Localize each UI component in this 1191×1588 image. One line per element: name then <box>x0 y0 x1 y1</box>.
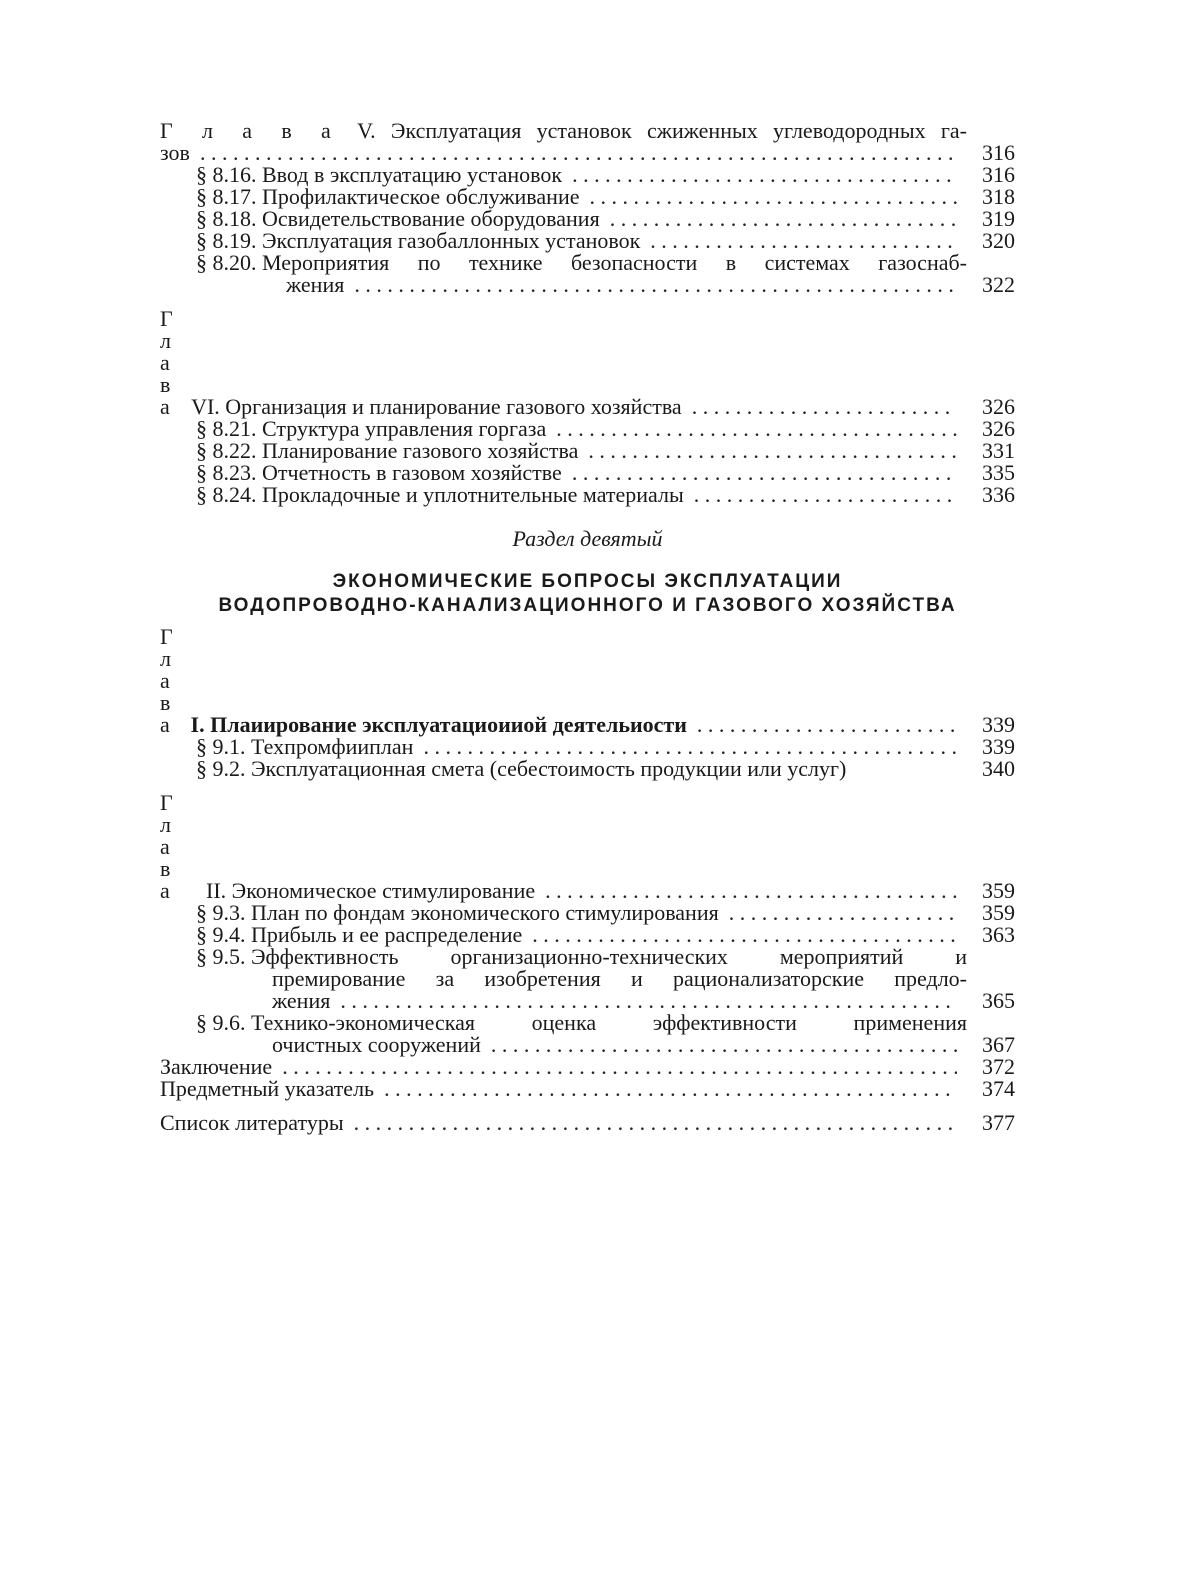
leader-dots <box>340 990 957 1012</box>
page-number: 339 <box>982 734 1015 759</box>
toc-entry <box>160 946 1015 968</box>
page-number: 326 <box>982 394 1015 419</box>
leader-dots <box>694 484 957 506</box>
toc-entry <box>160 1078 1015 1100</box>
entry-title: Освидетельствование оборудования <box>262 206 600 231</box>
section-number: § 9.6. <box>196 1010 246 1035</box>
toc-entry <box>160 1012 1015 1034</box>
chapter-title: VI. Организация и планирование газового хозяйства <box>191 394 682 419</box>
toc-entry <box>160 1056 1015 1078</box>
entry-title: Структура управления горгаза <box>262 416 547 441</box>
section-number: § 8.24. <box>196 482 257 507</box>
toc-entry-continued <box>160 1034 1015 1056</box>
page-number: 363 <box>982 922 1015 947</box>
section-number: § 8.22. <box>196 438 257 463</box>
toc-entry <box>160 1112 1015 1134</box>
page-number: 377 <box>982 1110 1015 1135</box>
leader-dots <box>556 418 957 440</box>
chapter-title: I. Плаиирование эксплуатациоииой деятельиости <box>190 712 687 737</box>
page-number: 359 <box>982 900 1015 925</box>
toc-entry <box>160 924 1015 946</box>
entry-title-continued: жения <box>286 272 345 297</box>
section-number: § 9.4. <box>196 922 246 947</box>
page-number: 374 <box>982 1076 1015 1101</box>
chapter-heading <box>160 308 1015 418</box>
section-number: § 9.2. <box>196 756 246 781</box>
entry-title: Эксплуатационная смета (себестоимость продукции или услуг) <box>251 756 847 781</box>
chapter-heading-continued <box>160 142 1015 164</box>
page-number: 319 <box>982 206 1015 231</box>
entry-title: Заключение <box>160 1054 273 1079</box>
page-number: 340 <box>982 756 1015 781</box>
leader-dots <box>572 462 957 484</box>
section-number: § 8.19. <box>196 228 257 253</box>
entry-title: Список литературы <box>160 1110 344 1135</box>
leader-dots <box>590 186 958 208</box>
section-label: Раздел девятый <box>512 526 663 551</box>
section-number: § 9.3. <box>196 900 246 925</box>
toc-entry <box>160 186 1015 208</box>
entry-title: Профилактическое обслуживание <box>262 184 580 209</box>
entry-title: План по фондам экономического стимулирования <box>251 900 719 925</box>
entry-title-continued: жения <box>272 988 331 1013</box>
page-number: 367 <box>982 1032 1015 1057</box>
entry-title-continued: очистных сооружений <box>272 1032 481 1057</box>
leader-dots <box>282 1056 957 1078</box>
toc-entry <box>160 208 1015 230</box>
chapter-word: Г л а в а <box>160 790 180 903</box>
leader-dots <box>650 230 957 252</box>
toc-entry <box>160 164 1015 186</box>
section-heading-line-1: ЭКОНОМИЧЕСКИЕ БОПРОСЫ ЭКСПЛУАТАЦИИ <box>332 571 843 592</box>
leader-dots <box>532 924 957 946</box>
leader-dots <box>354 274 957 296</box>
page-number: 320 <box>982 228 1015 253</box>
section-number: § 8.21. <box>196 416 257 441</box>
section-number: § 9.1. <box>196 734 246 759</box>
entry-title: Техпромфииплан <box>251 734 414 759</box>
entry-title: Отчетность в газовом хозяйстве <box>262 460 562 485</box>
page-number: 326 <box>982 416 1015 441</box>
table-of-contents <box>160 120 1015 1134</box>
page-number: 318 <box>982 184 1015 209</box>
entry-title: Прокладочные и уплотнительные материалы <box>262 482 684 507</box>
page-number: 316 <box>982 162 1015 187</box>
entry-title: Эффективность организационно-технических мероприятий и <box>251 944 967 969</box>
chapter-title: V. Эксплуатация установок сжиженных углеводородных га- <box>357 118 968 143</box>
page-number: 316 <box>982 140 1015 165</box>
chapter-heading <box>160 626 1015 736</box>
section-heading-line-2: ВОДОПРОВОДНО-КАНАЛИЗАЦИОННОГО И ГАЗОВОГО ХОЗЯЙСТВА <box>218 595 957 616</box>
leader-dots <box>545 880 957 902</box>
page-number: 339 <box>982 712 1015 737</box>
leader-dots <box>384 1078 957 1100</box>
toc-entry-continued <box>160 968 1015 990</box>
toc-entry <box>160 440 1015 462</box>
section-number: § 8.17. <box>196 184 257 209</box>
toc-entry <box>160 252 1015 274</box>
leader-dots <box>729 902 957 924</box>
page-number: 359 <box>982 878 1015 903</box>
leader-dots <box>354 1112 957 1134</box>
chapter-title: II. Экономическое стимулирование <box>206 878 536 903</box>
leader-dots <box>697 714 957 736</box>
entry-title: Технико-экономическая оценка эффективности применения <box>251 1010 967 1035</box>
toc-entry <box>160 230 1015 252</box>
toc-entry <box>160 736 1015 758</box>
chapter-word: Г л а в а <box>160 118 338 143</box>
chapter-heading <box>160 120 1015 142</box>
entry-title: Эксплуатация газобаллонных установок <box>262 228 641 253</box>
toc-entry <box>160 484 1015 506</box>
chapter-heading <box>160 792 1015 902</box>
entry-title: Прибыль и ее распределение <box>251 922 523 947</box>
leader-dots <box>692 396 957 418</box>
toc-entry-continued <box>160 990 1015 1012</box>
section-number: § 8.16. <box>196 162 257 187</box>
page-number: 336 <box>982 482 1015 507</box>
section-number: § 9.5. <box>196 944 246 969</box>
leader-dots <box>572 164 957 186</box>
toc-entry <box>160 902 1015 924</box>
toc-entry <box>160 462 1015 484</box>
toc-entry <box>160 758 1015 780</box>
toc-entry-continued <box>160 274 1015 296</box>
section-number: § 8.18. <box>196 206 257 231</box>
chapter-word: Г л а в а <box>160 624 180 737</box>
page-number: 322 <box>982 272 1015 297</box>
entry-title-continued: премирование за изобретения и рационализаторские предло- <box>272 966 967 991</box>
leader-dots <box>610 208 957 230</box>
leader-dots <box>588 440 957 462</box>
leader-dots <box>491 1034 957 1056</box>
leader-dots <box>200 142 957 164</box>
entry-title: Планирование газового хозяйства <box>262 438 579 463</box>
toc-entry <box>160 418 1015 440</box>
chapter-title-continued: зов <box>160 140 190 165</box>
page-number: 335 <box>982 460 1015 485</box>
page-number: 372 <box>982 1054 1015 1079</box>
leader-dots <box>423 736 957 758</box>
entry-title: Мероприятия по технике безопасности в системах газоснаб- <box>262 250 967 275</box>
entry-title: Предметный указатель <box>160 1076 375 1101</box>
page-number: 331 <box>982 438 1015 463</box>
chapter-word: Г л а в а <box>160 306 180 419</box>
page-number: 365 <box>982 988 1015 1013</box>
entry-title: Ввод в эксплуатацию установок <box>262 162 563 187</box>
section-number: § 8.23. <box>196 460 257 485</box>
section-number: § 8.20. <box>196 250 257 275</box>
